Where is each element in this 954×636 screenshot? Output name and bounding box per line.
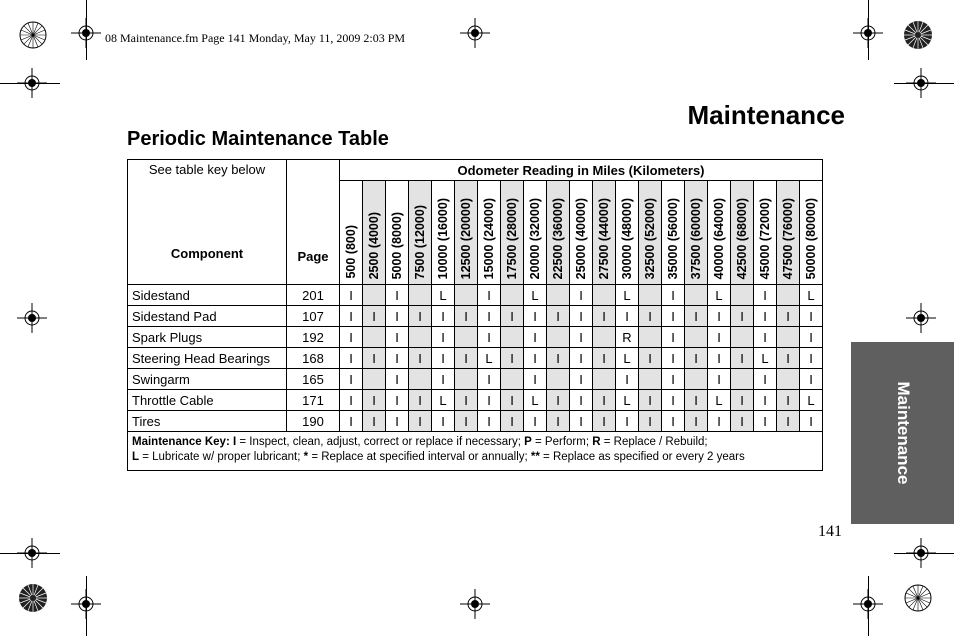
service-cell: R	[616, 327, 639, 348]
service-cell: I	[754, 306, 777, 327]
service-cell	[639, 369, 662, 390]
service-cell: I	[547, 306, 570, 327]
service-cell: I	[501, 306, 524, 327]
component-page: 168	[287, 348, 340, 369]
crosshair-icon	[853, 18, 883, 48]
component-header-cell	[128, 160, 287, 285]
service-cell: I	[547, 411, 570, 432]
service-cell: I	[524, 306, 547, 327]
service-cell	[777, 369, 800, 390]
service-cell	[777, 327, 800, 348]
service-cell: I	[616, 411, 639, 432]
service-cell	[593, 285, 616, 306]
table-row	[128, 390, 823, 411]
service-cell: I	[547, 390, 570, 411]
service-cell: L	[708, 390, 731, 411]
registration-target-icon	[18, 20, 48, 50]
service-cell: I	[570, 348, 593, 369]
service-cell: L	[432, 390, 455, 411]
service-cell: I	[731, 411, 754, 432]
table-row	[128, 306, 823, 327]
service-cell: I	[616, 369, 639, 390]
service-cell: I	[386, 348, 409, 369]
odometer-label: 47500 (76000)	[781, 197, 795, 279]
service-cell: I	[731, 306, 754, 327]
odometer-column-header	[478, 181, 501, 285]
key-label: Maintenance Key:	[132, 436, 230, 448]
side-tab-label: Maintenance	[893, 381, 913, 485]
service-cell: I	[800, 327, 823, 348]
service-cell: I	[386, 369, 409, 390]
odometer-column-header	[524, 181, 547, 285]
key-code-double-star: **	[530, 451, 540, 463]
service-cell	[501, 369, 524, 390]
service-cell	[685, 369, 708, 390]
crosshair-icon	[71, 18, 101, 48]
service-cell: I	[340, 348, 363, 369]
odometer-header: Odometer Reading in Miles (Kilometers)	[340, 160, 823, 181]
service-cell: I	[455, 306, 478, 327]
service-cell: L	[616, 390, 639, 411]
crosshair-icon	[17, 538, 47, 568]
service-cell: I	[524, 348, 547, 369]
service-cell: I	[340, 411, 363, 432]
odometer-column-header	[708, 181, 731, 285]
service-cell: I	[708, 369, 731, 390]
service-cell: I	[409, 306, 432, 327]
service-cell: I	[777, 348, 800, 369]
side-tab	[851, 342, 954, 524]
service-cell: I	[432, 327, 455, 348]
service-cell	[777, 285, 800, 306]
component-page: 107	[287, 306, 340, 327]
service-cell	[409, 285, 432, 306]
service-cell: I	[409, 348, 432, 369]
service-cell: I	[639, 411, 662, 432]
service-cell: I	[800, 411, 823, 432]
odometer-column-header	[662, 181, 685, 285]
service-cell: I	[501, 411, 524, 432]
component-page: 165	[287, 369, 340, 390]
odometer-column-header	[593, 181, 616, 285]
file-header-meta: 08 Maintenance.fm Page 141 Monday, May 11, 2009 2:03 PM	[105, 31, 406, 45]
service-cell: I	[478, 411, 501, 432]
component-name: Sidestand Pad	[128, 306, 287, 327]
registration-target-icon	[903, 583, 933, 613]
service-cell: I	[662, 285, 685, 306]
odometer-label: 20000 (32000)	[528, 197, 542, 279]
service-cell: I	[639, 348, 662, 369]
table-row	[128, 285, 823, 306]
service-cell: I	[409, 411, 432, 432]
odometer-column-header	[570, 181, 593, 285]
key-code-p: P	[524, 436, 532, 448]
service-cell: I	[570, 369, 593, 390]
table-title: Periodic Maintenance Table	[127, 128, 389, 150]
service-cell: I	[340, 327, 363, 348]
service-cell: I	[754, 390, 777, 411]
crosshair-icon	[460, 589, 490, 619]
table-row	[128, 348, 823, 369]
service-cell	[455, 369, 478, 390]
service-cell: L	[432, 285, 455, 306]
service-cell: I	[363, 390, 386, 411]
odometer-label: 35000 (56000)	[666, 197, 680, 279]
service-cell	[731, 327, 754, 348]
crosshair-icon	[17, 68, 47, 98]
service-cell: I	[455, 390, 478, 411]
service-cell	[409, 369, 432, 390]
service-cell: I	[639, 390, 662, 411]
service-cell: L	[800, 285, 823, 306]
service-cell: I	[501, 390, 524, 411]
service-cell	[547, 327, 570, 348]
service-cell	[363, 327, 386, 348]
service-cell: I	[685, 348, 708, 369]
odometer-label: 17500 (28000)	[505, 197, 519, 279]
service-cell: I	[754, 369, 777, 390]
key-text-double-star: = Replace as specified or every 2 years	[539, 451, 745, 463]
service-cell: I	[708, 306, 731, 327]
registration-sunburst-icon	[18, 583, 48, 613]
service-cell: L	[708, 285, 731, 306]
service-cell: L	[478, 348, 501, 369]
service-cell: I	[363, 306, 386, 327]
odometer-label: 25000 (40000)	[574, 197, 588, 279]
service-cell	[685, 327, 708, 348]
service-cell: I	[478, 369, 501, 390]
service-cell: I	[593, 306, 616, 327]
crosshair-icon	[71, 589, 101, 619]
service-cell: I	[662, 306, 685, 327]
service-cell: I	[685, 306, 708, 327]
service-cell	[547, 285, 570, 306]
service-cell: I	[777, 411, 800, 432]
maintenance-table	[127, 159, 823, 471]
service-cell: L	[616, 348, 639, 369]
odometer-label: 15000 (24000)	[482, 197, 496, 279]
service-cell	[685, 285, 708, 306]
service-cell: I	[662, 348, 685, 369]
service-cell: I	[777, 390, 800, 411]
service-cell: I	[432, 348, 455, 369]
service-cell: I	[708, 348, 731, 369]
service-cell: I	[662, 369, 685, 390]
odometer-column-header	[501, 181, 524, 285]
service-cell: I	[478, 285, 501, 306]
odometer-column-header	[455, 181, 478, 285]
service-cell: I	[478, 306, 501, 327]
maintenance-key	[128, 432, 823, 471]
service-cell	[363, 285, 386, 306]
component-name: Swingarm	[128, 369, 287, 390]
key-text-p: = Perform;	[531, 436, 593, 448]
odometer-label: 27500 (44000)	[597, 197, 611, 279]
odometer-column-header	[340, 181, 363, 285]
component-page: 192	[287, 327, 340, 348]
service-cell	[731, 285, 754, 306]
service-cell	[409, 327, 432, 348]
service-cell: I	[386, 411, 409, 432]
service-cell: I	[455, 348, 478, 369]
odometer-label: 12500 (20000)	[459, 197, 473, 279]
odometer-label: 22500 (36000)	[551, 197, 565, 279]
crosshair-icon	[17, 303, 47, 333]
key-note: See table key below	[148, 162, 266, 177]
service-cell	[639, 285, 662, 306]
odometer-label: 30000 (48000)	[620, 197, 634, 279]
service-cell: L	[524, 390, 547, 411]
service-cell: I	[547, 348, 570, 369]
service-cell: I	[731, 348, 754, 369]
service-cell	[501, 285, 524, 306]
key-code-star: *	[303, 451, 309, 463]
service-cell: L	[524, 285, 547, 306]
component-header: Component	[170, 246, 244, 261]
service-cell	[593, 369, 616, 390]
service-cell: I	[593, 348, 616, 369]
odometer-label: 50000 (80000)	[804, 197, 818, 279]
odometer-column-header	[639, 181, 662, 285]
service-cell: I	[662, 411, 685, 432]
service-cell: I	[478, 327, 501, 348]
component-page: 190	[287, 411, 340, 432]
crosshair-icon	[906, 538, 936, 568]
service-cell	[363, 369, 386, 390]
service-cell	[455, 327, 478, 348]
odometer-column-header	[754, 181, 777, 285]
service-cell: I	[777, 306, 800, 327]
service-cell	[547, 369, 570, 390]
service-cell: I	[432, 411, 455, 432]
service-cell: I	[455, 411, 478, 432]
crosshair-icon	[906, 303, 936, 333]
odometer-label: 5000 (8000)	[390, 211, 404, 279]
service-cell: I	[340, 390, 363, 411]
service-cell: I	[616, 306, 639, 327]
table-row	[128, 369, 823, 390]
odometer-label: 45000 (72000)	[758, 197, 772, 279]
odometer-column-header	[616, 181, 639, 285]
service-cell: I	[340, 369, 363, 390]
page-header: Page	[287, 160, 340, 285]
service-cell: I	[386, 306, 409, 327]
service-cell: I	[754, 411, 777, 432]
component-page: 171	[287, 390, 340, 411]
odometer-label: 500 (800)	[344, 225, 358, 279]
odometer-column-header	[685, 181, 708, 285]
service-cell: I	[731, 390, 754, 411]
service-cell: I	[524, 411, 547, 432]
key-text-star: = Replace at specified interval or annually;	[308, 451, 531, 463]
section-title: Maintenance	[687, 100, 845, 130]
service-cell: I	[662, 390, 685, 411]
service-cell: I	[593, 411, 616, 432]
service-cell: I	[386, 285, 409, 306]
component-name: Spark Plugs	[128, 327, 287, 348]
service-cell: I	[685, 411, 708, 432]
service-cell: I	[363, 411, 386, 432]
table-row	[128, 327, 823, 348]
service-cell: I	[800, 369, 823, 390]
service-cell: I	[524, 327, 547, 348]
service-cell	[501, 327, 524, 348]
odometer-column-header	[409, 181, 432, 285]
service-cell: L	[754, 348, 777, 369]
odometer-column-header	[363, 181, 386, 285]
service-cell: I	[708, 411, 731, 432]
service-cell: I	[524, 369, 547, 390]
odometer-label: 42500 (68000)	[735, 197, 749, 279]
service-cell	[731, 369, 754, 390]
key-text-r: = Replace / Rebuild;	[600, 436, 708, 448]
crosshair-icon	[853, 589, 883, 619]
service-cell	[639, 327, 662, 348]
odometer-label: 10000 (16000)	[436, 197, 450, 279]
service-cell: I	[386, 327, 409, 348]
service-cell: I	[593, 390, 616, 411]
service-cell: I	[754, 327, 777, 348]
odometer-label: 32500 (52000)	[643, 197, 657, 279]
component-name: Steering Head Bearings	[128, 348, 287, 369]
service-cell: I	[570, 390, 593, 411]
odometer-label: 7500 (12000)	[413, 204, 427, 279]
service-cell	[455, 285, 478, 306]
service-cell: I	[800, 306, 823, 327]
service-cell: I	[386, 390, 409, 411]
crosshair-icon	[460, 18, 490, 48]
service-cell: L	[616, 285, 639, 306]
service-cell: I	[708, 327, 731, 348]
service-cell	[593, 327, 616, 348]
service-cell: I	[432, 369, 455, 390]
odometer-column-header	[547, 181, 570, 285]
key-text-l: = Lubricate w/ proper lubricant;	[139, 451, 304, 463]
service-cell: I	[800, 348, 823, 369]
service-cell: I	[363, 348, 386, 369]
service-cell: I	[501, 348, 524, 369]
odometer-column-header	[731, 181, 754, 285]
service-cell: I	[685, 390, 708, 411]
odometer-column-header	[386, 181, 409, 285]
key-code-l: L	[132, 451, 140, 463]
odometer-label: 40000 (64000)	[712, 197, 726, 279]
service-cell: I	[478, 390, 501, 411]
service-cell: I	[570, 411, 593, 432]
component-name: Tires	[128, 411, 287, 432]
table-row	[128, 411, 823, 432]
service-cell: I	[409, 390, 432, 411]
crosshair-icon	[906, 68, 936, 98]
odometer-label: 2500 (4000)	[367, 211, 381, 279]
service-cell: I	[570, 306, 593, 327]
service-cell: I	[662, 327, 685, 348]
odometer-column-header	[777, 181, 800, 285]
registration-sunburst-icon	[903, 20, 933, 50]
service-cell: I	[570, 285, 593, 306]
service-cell: I	[754, 285, 777, 306]
odometer-column-header	[432, 181, 455, 285]
key-code-i: I	[232, 436, 237, 448]
component-name: Throttle Cable	[128, 390, 287, 411]
page-number: 141	[818, 523, 842, 540]
component-page: 201	[287, 285, 340, 306]
key-code-r: R	[592, 436, 601, 448]
service-cell: I	[340, 285, 363, 306]
service-cell: I	[340, 306, 363, 327]
service-cell: L	[800, 390, 823, 411]
component-name: Sidestand	[128, 285, 287, 306]
odometer-label: 37500 (60000)	[689, 197, 703, 279]
service-cell: I	[432, 306, 455, 327]
odometer-column-header	[800, 181, 823, 285]
service-cell: I	[639, 306, 662, 327]
service-cell: I	[570, 327, 593, 348]
key-text-i: = Inspect, clean, adjust, correct or replace if necessary;	[236, 436, 525, 448]
